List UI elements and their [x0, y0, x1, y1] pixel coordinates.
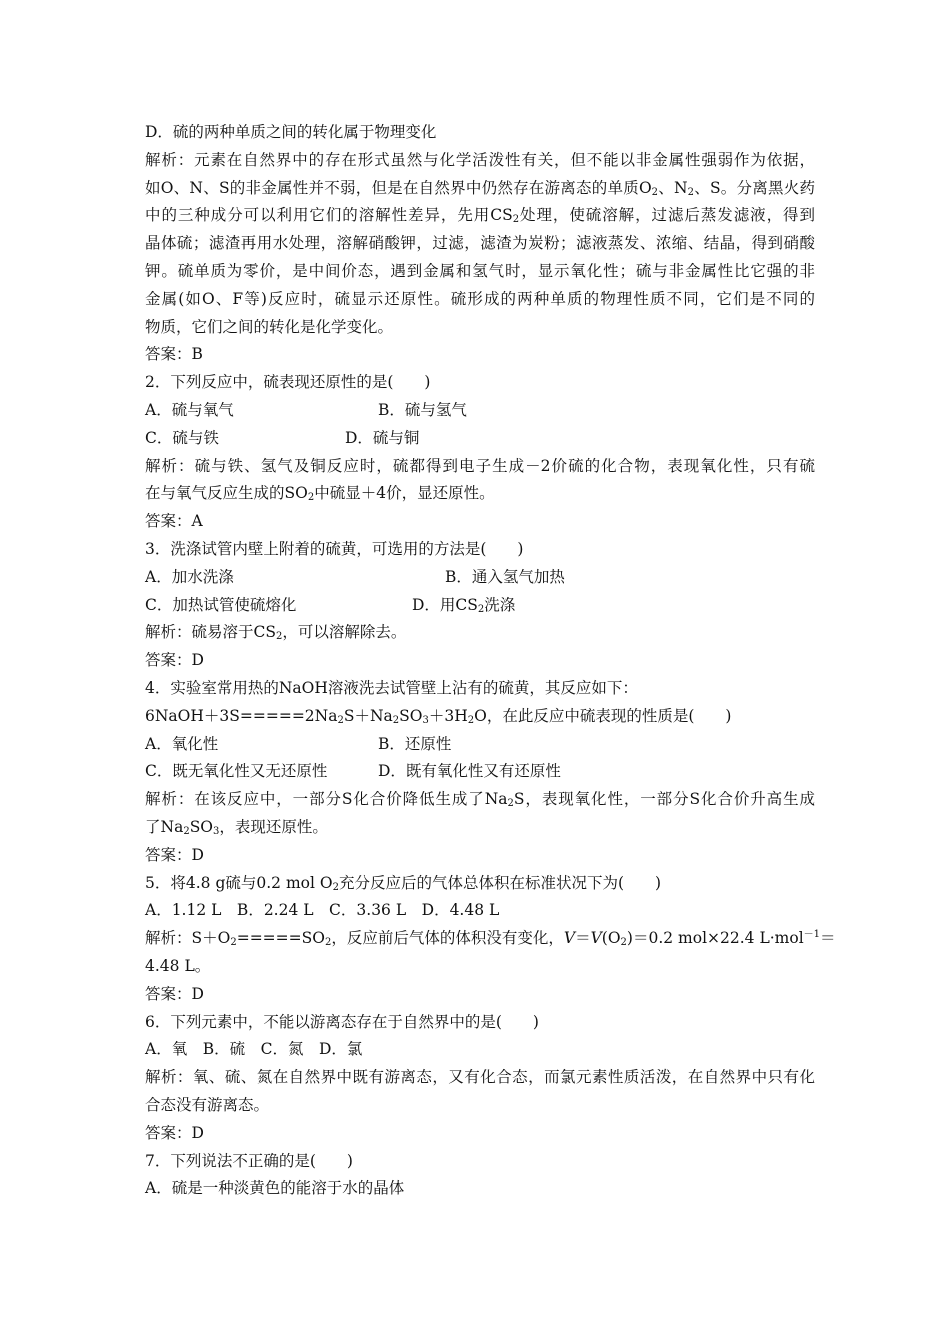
answer-line: 答案：D — [145, 985, 204, 1003]
option-a: A．硫与氧气 — [145, 401, 234, 419]
answer-line: 答案：D — [145, 1124, 204, 1142]
answer-line: 答案：D — [145, 651, 204, 669]
text-line: 晶体硫；滤渣再用水处理，溶解硝酸钾，过滤，滤渣为炭粉；滤液蒸发、浓缩、结晶，得到硝酸 — [145, 234, 815, 252]
answer-line: 答案：A — [145, 512, 203, 530]
options-line: A．1.12 L B．2.24 L C．3.36 L D．4.48 L — [145, 901, 500, 919]
option-a: A．硫是一种淡黄色的能溶于水的晶体 — [145, 1179, 405, 1197]
text-line: 在与氧气反应生成的$SO_2$中硫显＋4价，显还原性。 — [145, 484, 495, 503]
text-line: 解析：硫易溶于$CS_2$，可以溶解除去。 — [145, 623, 407, 642]
option-b: B．还原性 — [378, 735, 452, 753]
options-line — [145, 734, 815, 756]
option-d: D．用$CS_2$洗涤 — [412, 596, 516, 615]
question-3: 3．洗涤试管内壁上附着的硫黄，可选用的方法是( ) — [145, 540, 524, 558]
options-line: A．氧 B．硫 C．氮 D．氯 — [145, 1040, 363, 1058]
text-line: 解析：硫与铁、氢气及铜反应时，硫都得到电子生成－2价硫的化合物，表现氧化性，只有硫 — [145, 457, 815, 475]
question-6: 6．下列元素中，不能以游离态存在于自然界中的是( ) — [145, 1013, 539, 1031]
option-b: B．通入氢气加热 — [445, 568, 565, 586]
text-line: 如O、N、S的非金属性并不弱，但是在自然界中仍然存在游离态的单质$O_2$、$N_2$、S。分离黑火药 — [145, 179, 815, 198]
text-line: 4.48 L。 — [145, 957, 211, 975]
text-line: D．硫的两种单质之间的转化属于物理变化 — [145, 123, 437, 141]
options-line — [145, 400, 815, 422]
question-7: 7．下列说法不正确的是( ) — [145, 1152, 353, 1170]
text-line: 解析：元素在自然界中的存在形式虽然与化学活泼性有关，但不能以非金属性强弱作为依据， — [145, 151, 815, 169]
option-d: D．硫与铜 — [345, 429, 420, 447]
option-c: C．加热试管使硫熔化 — [145, 596, 297, 614]
option-c: C．硫与铁 — [145, 429, 219, 447]
answer-line: 答案：D — [145, 846, 204, 864]
question-5: 5．将4.8 g硫与0.2 mol $O_2$充分反应后的气体总体积在标准状况下为( ) — [145, 874, 662, 893]
text-line: 解析：$S+O_2=====SO_2$，反应前后气体的体积没有变化，$V=V(O_2)=0.2$ mol×22.4 L·mol$^{-1}$＝ — [145, 929, 836, 948]
option-a: A．氧化性 — [145, 735, 219, 753]
text-line: 解析：在该反应中，一部分S化合价降低生成了$Na_2S$，表现氧化性，一部分S化合价升高生成 — [145, 790, 815, 809]
option-d: D．既有氧化性又有还原性 — [378, 762, 561, 780]
answer-line: 答案：B — [145, 345, 203, 363]
option-c: C．既无氧化性又无还原性 — [145, 762, 328, 780]
text-line: 金属(如O、F等)反应时，硫显示还原性。硫形成的两种单质的物理性质不同，它们是不同的 — [145, 290, 815, 308]
options-line — [145, 567, 815, 589]
question-4: 4．实验室常用热的NaOH溶液洗去试管壁上沾有的硫黄，其反应如下： — [145, 679, 638, 697]
text-line: 物质，它们之间的转化是化学变化。 — [145, 318, 394, 336]
option-b: B．硫与氢气 — [378, 401, 467, 419]
text-line: 合态没有游离态。 — [145, 1096, 270, 1114]
text-line: 中的三种成分可以利用它们的溶解性差异，先用$CS_2$处理，使硫溶解，过滤后蒸发滤液，得到 — [145, 206, 815, 225]
text-line: 了$Na_2SO_3$，表现还原性。 — [145, 818, 328, 837]
options-line — [145, 595, 815, 617]
question-2: 2．下列反应中，硫表现还原性的是( ) — [145, 373, 431, 391]
options-line — [145, 428, 815, 450]
options-line — [145, 761, 815, 783]
equation-line: $6NaOH+3S=====2Na_2S+Na_2SO_3+3H_2O$，在此反应中硫表现的性质是( ) — [145, 707, 732, 726]
text-line: 钾。硫单质为零价，是中间价态，遇到金属和氢气时，显示氧化性；硫与非金属性比它强的非 — [145, 262, 815, 280]
text-line: 解析：氧、硫、氮在自然界中既有游离态，又有化合态，而氯元素性质活泼，在自然界中只有化 — [145, 1068, 815, 1086]
option-a: A．加水洗涤 — [145, 568, 234, 586]
